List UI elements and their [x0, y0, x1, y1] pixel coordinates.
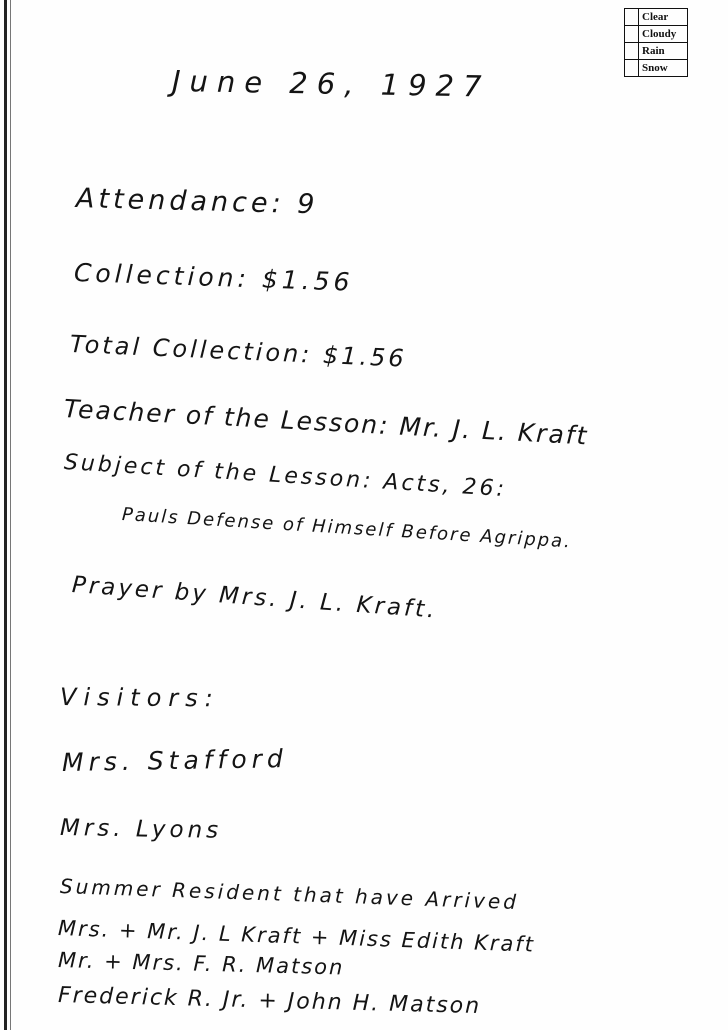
collection-line: Collection: $1.56 — [73, 258, 354, 297]
weather-row-snow — [625, 59, 687, 76]
subject-line: Subject of the Lesson: Acts, 26: — [63, 450, 508, 503]
weather-checkbox — [625, 26, 639, 42]
summer-resident-line: Frederick R. Jr. + John H. Matson — [57, 983, 482, 1020]
entry-date: June 26, 1927 — [171, 64, 491, 104]
summer-residents-heading: Summer Resident that have Arrived — [59, 874, 520, 915]
weather-checkbox — [625, 60, 639, 76]
summer-resident-line: Mr. + Mrs. F. R. Matson — [57, 948, 345, 980]
visitor-name: Mrs. Stafford — [61, 744, 289, 777]
weather-row-clear — [625, 9, 687, 25]
binding-edge-inner — [10, 0, 11, 1030]
total-collection-line: Total Collection: $1.56 — [69, 330, 408, 373]
summer-resident-line: Mrs. + Mr. J. L Kraft + Miss Edith Kraft — [57, 916, 536, 957]
weather-row-cloudy — [625, 25, 687, 42]
weather-checkbox — [625, 9, 639, 25]
visitors-heading: Visitors: — [59, 683, 220, 713]
binding-edge — [4, 0, 7, 1030]
weather-label: Rain — [642, 45, 665, 57]
weather-row-rain — [625, 42, 687, 59]
weather-checkbox-table — [624, 8, 688, 77]
visitor-name: Mrs. Lyons — [59, 815, 223, 844]
weather-label: Cloudy — [642, 28, 677, 40]
weather-label: Snow — [642, 62, 668, 74]
weather-label: Clear — [642, 11, 669, 23]
weather-checkbox — [625, 43, 639, 59]
teacher-line: Teacher of the Lesson: Mr. J. L. Kraft — [63, 394, 590, 451]
attendance-line: Attendance: 9 — [75, 183, 319, 221]
prayer-line: Prayer by Mrs. J. L. Kraft. — [71, 572, 439, 624]
subject-detail-line: Pauls Defense of Himself Before Agrippa. — [121, 504, 573, 553]
